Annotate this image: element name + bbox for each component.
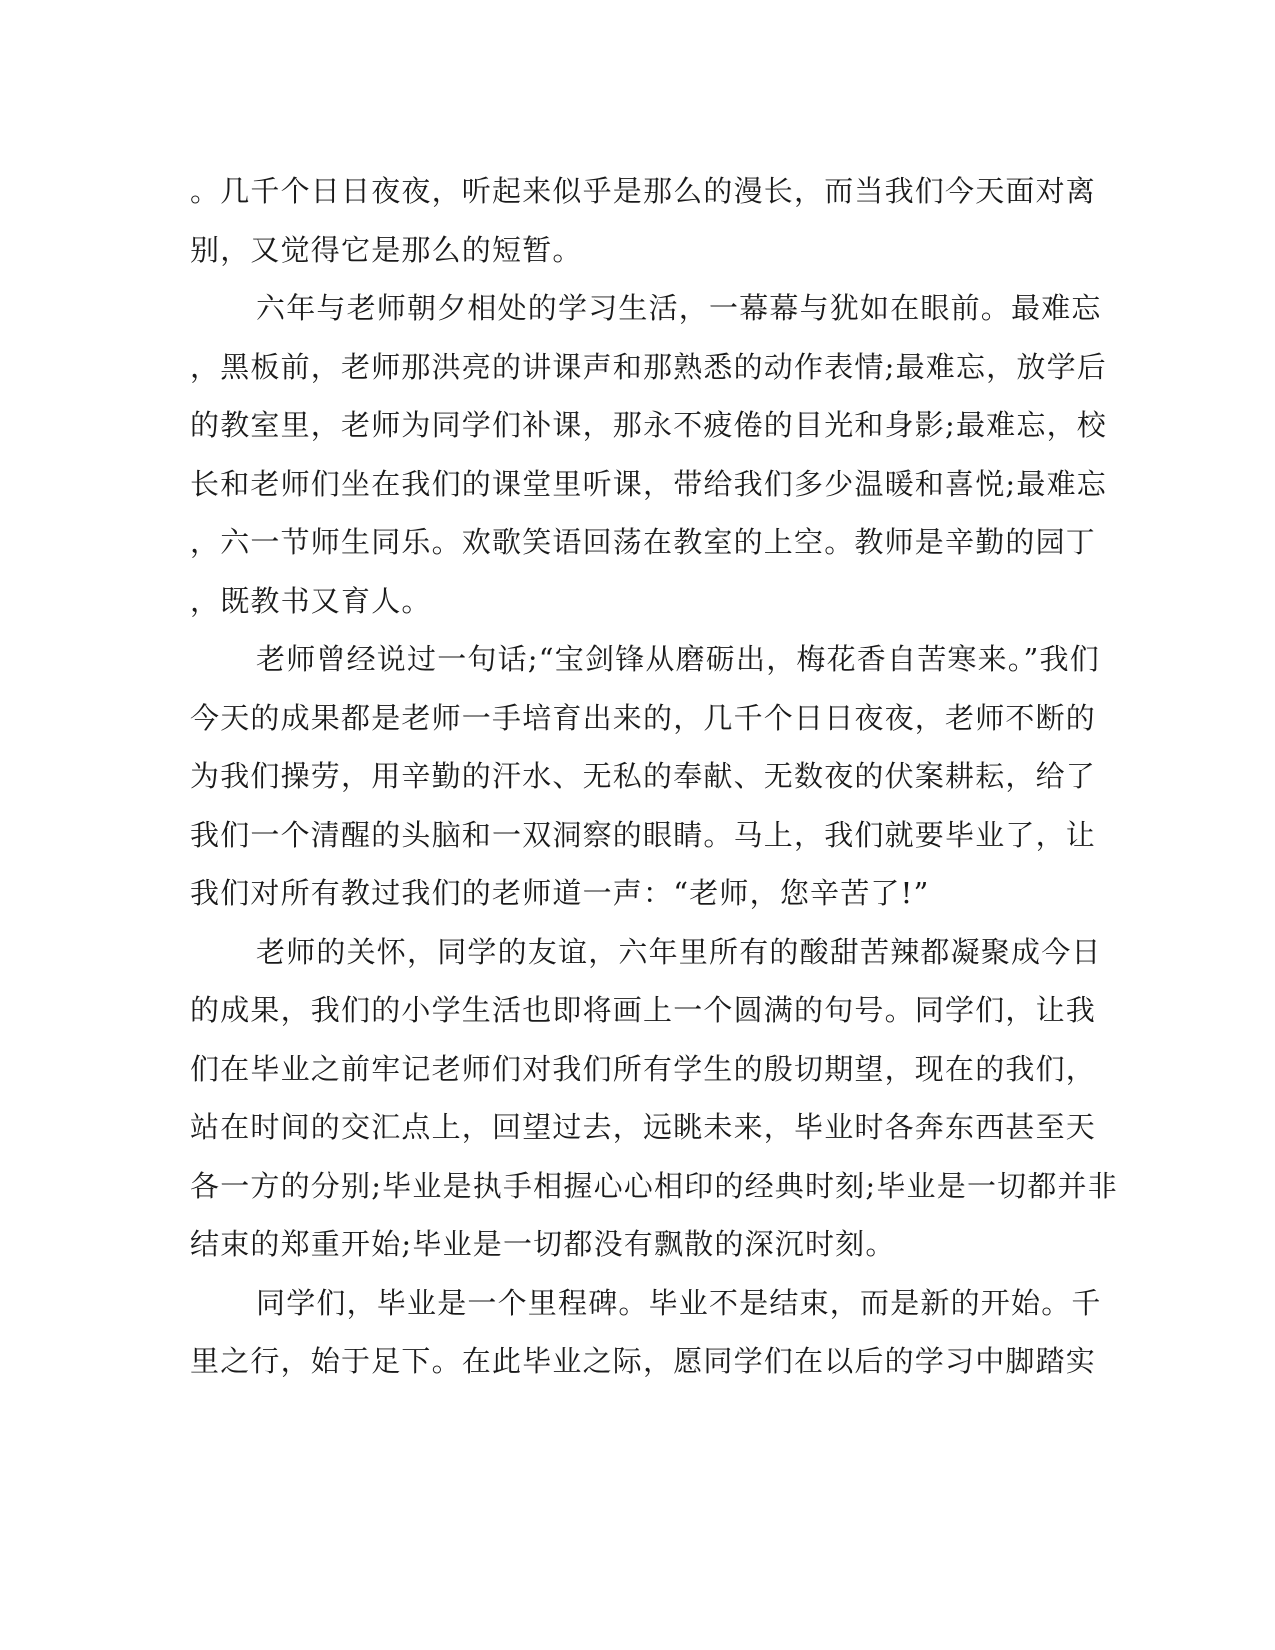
paragraph-2 bbox=[190, 279, 1107, 630]
text-line: 同学们，毕业是一个里程碑。毕业不是结束，而是新的开始。千 bbox=[256, 1285, 1102, 1320]
paragraph-1 bbox=[190, 162, 1097, 279]
paragraph-4 bbox=[190, 923, 1118, 1274]
paragraph-3 bbox=[190, 630, 1100, 923]
text-line: 老师曾经说过一句话;“宝剑锋从磨砺出，梅花香自苦寒来。”我们 bbox=[256, 642, 1100, 676]
text-line: 站在时间的交汇点上，回望过去，远眺未来，毕业时各奔东西甚至天 bbox=[190, 1110, 1097, 1144]
text-line: 的成果，我们的小学生活也即将画上一个圆满的句号。同学们，让我 bbox=[190, 993, 1097, 1027]
text-line: ，既教书又育人。 bbox=[190, 583, 432, 618]
paragraph-5 bbox=[190, 1274, 1102, 1391]
text-line: 。几千个日日夜夜，听起来似乎是那么的漫长，而当我们今天面对离 bbox=[190, 174, 1097, 208]
text-line: 老师的关怀，同学的友谊，六年里所有的酸甜苦辣都凝聚成今日 bbox=[256, 934, 1102, 969]
text-line: 我们对所有教过我们的老师道一声：“老师，您辛苦了!” bbox=[190, 876, 930, 910]
text-line: 结束的郑重开始;毕业是一切都没有飘散的深沉时刻。 bbox=[190, 1227, 896, 1261]
text-line: 为我们操劳，用辛勤的汗水、无私的奉献、无数夜的伏案耕耘，给了 bbox=[190, 759, 1097, 793]
text-line: 的教室里，老师为同学们补课，那永不疲倦的目光和身影;最难忘，校 bbox=[190, 408, 1107, 442]
document-body bbox=[190, 162, 1118, 1391]
text-line: 各一方的分别;毕业是执手相握心心相印的经典时刻;毕业是一切都并非 bbox=[190, 1168, 1118, 1203]
text-line: 我们一个清醒的头脑和一双洞察的眼睛。马上，我们就要毕业了，让 bbox=[190, 817, 1097, 852]
text-line: ，六一节师生同乐。欢歌笑语回荡在教室的上空。教师是辛勤的园丁 bbox=[190, 525, 1097, 559]
text-line: 们在毕业之前牢记老师们对我们所有学生的殷切期望，现在的我们， bbox=[190, 1051, 1097, 1086]
text-line: 长和老师们坐在我们的课堂里听课，带给我们多少温暖和喜悦;最难忘 bbox=[190, 466, 1107, 501]
text-line: ，黑板前，老师那洪亮的讲课声和那熟悉的动作表情;最难忘，放学后 bbox=[190, 349, 1107, 384]
text-line: 别，又觉得它是那么的短暂。 bbox=[190, 232, 583, 267]
text-line: 里之行，始于足下。在此毕业之际，愿同学们在以后的学习中脚踏实 bbox=[190, 1344, 1097, 1378]
text-line: 六年与老师朝夕相处的学习生活，一幕幕与犹如在眼前。最难忘 bbox=[256, 291, 1102, 325]
text-line: 今天的成果都是老师一手培育出来的，几千个日日夜夜，老师不断的 bbox=[190, 700, 1097, 735]
